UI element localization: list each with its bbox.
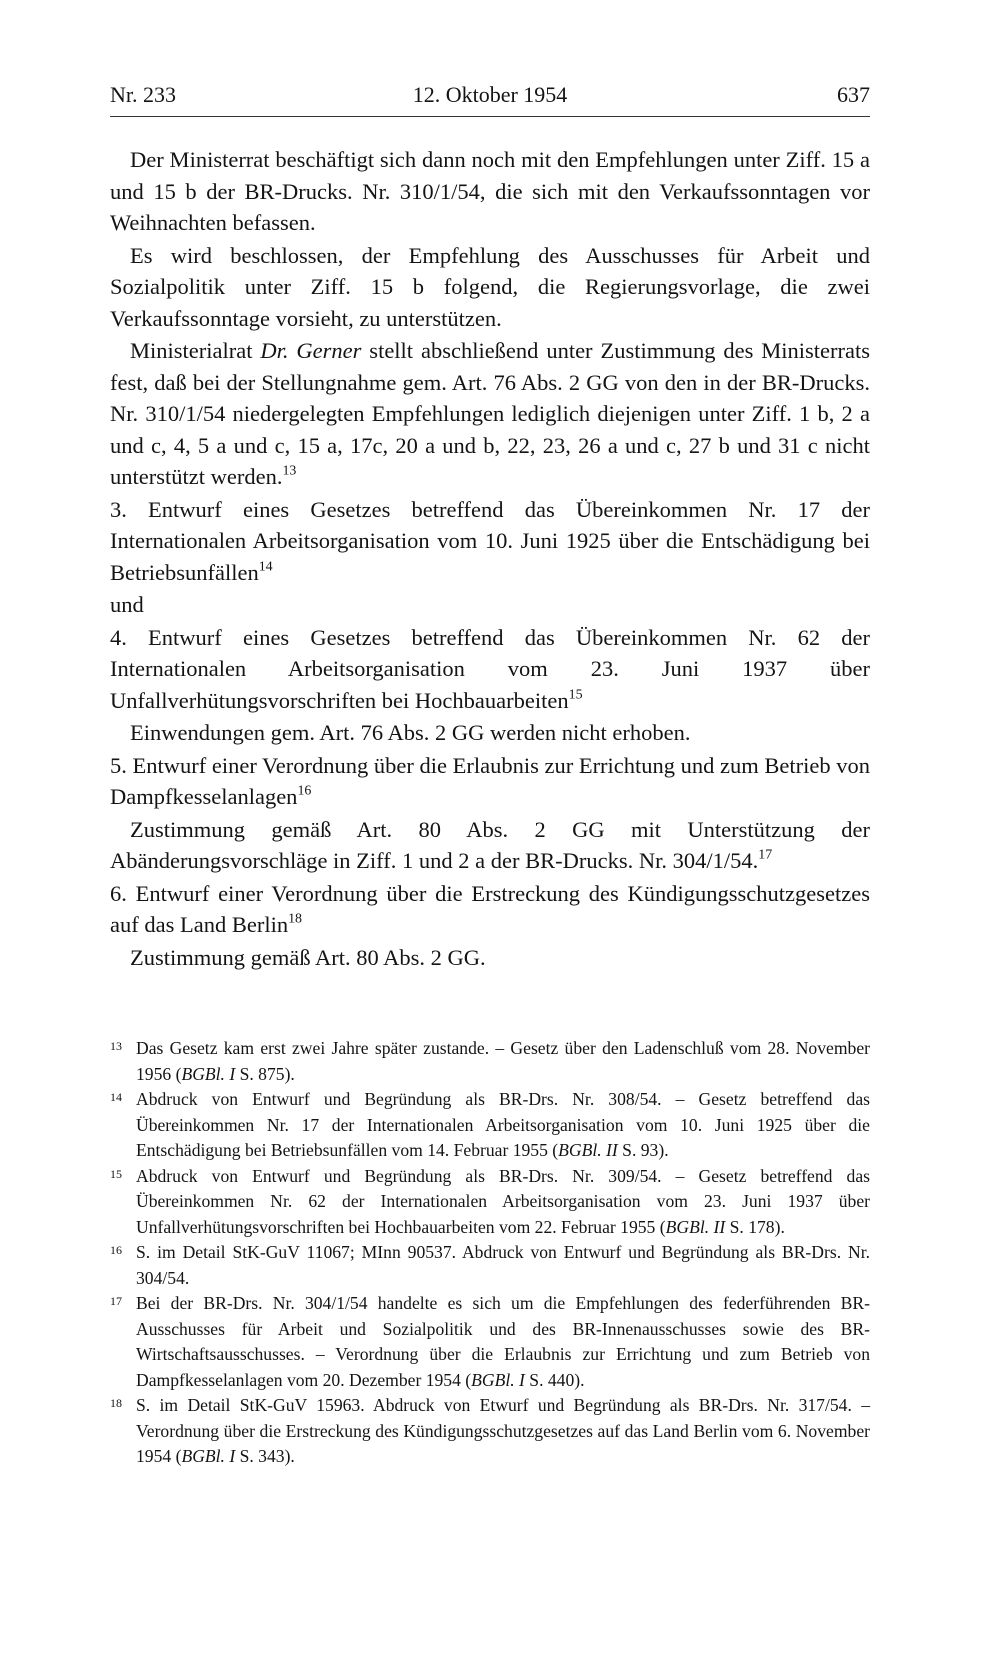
paragraph-3-text-b: stellt abschließend unter Zustimmung des Ministerrats fest, daß bei der Stellungnahme gem. Art. 76 Abs. 2 GG von den in der BR-Drucks. Nr. 310/1/54 niedergelegten Empfehlungen lediglich diejenigen unter Ziff. 1 b, 2 a und c, 4, 5 a und c, 15 a, 17c, 20 a und b, 22, 23, 26 a und c, 27 b und 31 c nicht unterstützt werden. [110, 338, 870, 489]
footnote-text: S. 343). [235, 1446, 295, 1466]
document-date: 12. Oktober 1954 [412, 82, 568, 107]
footnote-ref-17[interactable]: 17 [758, 847, 773, 863]
citation-source: BGBl. II [558, 1140, 618, 1160]
footnotes [110, 1036, 870, 1470]
footnote-text: S. 93). [617, 1140, 669, 1160]
paragraph-3 [110, 335, 870, 493]
agenda-item-4 [110, 622, 870, 717]
citation-source: BGBl. I [181, 1063, 236, 1084]
document-number: Nr. 233 [110, 82, 176, 107]
decision-5-text: Zustimmung gemäß Art. 80 Abs. 2 GG mit Unterstützung der Abänderungsvorschläge in Ziff. 1 und 2 a der BR-Drucks. Nr. 304/1/54. [110, 816, 870, 873]
footnote-text: S. im Detail StK-GuV 11067; MInn 90537. Abdruck von Entwurf und Begründung als BR-Drs. Nr. 304/54. [136, 1242, 870, 1288]
footnote-text: Abdruck von Entwurf und Begründung als BR-Drs. Nr. 308/54. – Gesetz betreffend das Übereinkommen Nr. 17 der Internationalen Arbeitsorganisation vom 10. Juni 1925 über die Entschädigung bei Betriebsunfällen vom 14. Februar 1955 ( [136, 1089, 870, 1160]
footnote-13 [110, 1036, 870, 1087]
footnote-ref-13[interactable]: 13 [282, 463, 297, 479]
agenda-item-3 [110, 494, 870, 589]
footnote-text: S. 440). [524, 1369, 585, 1390]
footnote-18 [110, 1393, 870, 1470]
footnote-number: 14 [110, 1090, 122, 1104]
agenda-item-3-text: 3. Entwurf eines Gesetzes betreffend das Übereinkommen Nr. 17 der Internationalen Arbeitsorganisation vom 10. Juni 1925 über die Entschädigung bei Betriebsunfällen [110, 496, 870, 585]
person-name: Dr. Gerner [260, 338, 362, 363]
footnote-text: S. 178). [725, 1216, 785, 1237]
citation-source: BGBl. II [665, 1216, 726, 1237]
footnote-text: Abdruck von Entwurf und Begründung als BR-Drs. Nr. 309/54. – Gesetz betreffend das Übereinkommen Nr. 62 der Internationalen Arbeitsorganisation vom 23. Juni 1937 über Unfallverhütungsvorschriften bei Hochbauarbeiten vom 22. Februar 1955 ( [136, 1165, 870, 1237]
footnote-number: 17 [110, 1294, 122, 1308]
footnote-ref-15[interactable]: 15 [568, 686, 583, 702]
footnote-number: 15 [110, 1166, 122, 1181]
agenda-item-6-text: 6. Entwurf einer Verordnung über die Erstreckung des Kündigungsschutzgesetzes auf das Land Berlin [110, 880, 870, 937]
footnote-number: 16 [110, 1243, 122, 1257]
agenda-item-5 [110, 750, 870, 813]
footnote-ref-14[interactable]: 14 [258, 558, 273, 574]
footnote-number: 13 [110, 1039, 122, 1053]
footnote-15 [110, 1164, 870, 1241]
footnote-number: 18 [110, 1396, 122, 1410]
footnote-16 [110, 1240, 870, 1291]
paragraph-2: Es wird beschlossen, der Empfehlung des Ausschusses für Arbeit und Sozialpolitik unter Ziff. 15 b folgend, die Regierungsvorlage, die zwei Verkaufssonntage vorsieht, zu unterstützen. [110, 242, 870, 331]
decision-6: Zustimmung gemäß Art. 80 Abs. 2 GG. [130, 944, 486, 970]
citation-source: BGBl. I [181, 1446, 236, 1466]
footnote-ref-16[interactable]: 16 [297, 783, 312, 799]
agenda-item-6 [110, 878, 870, 941]
footnote-text: Bei der BR-Drs. Nr. 304/1/54 handelte es sich um die Empfehlungen des federführenden BR-Ausschusses für Arbeit und Sozialpolitik und des BR-Innenausschusses sowie des BR-Wirtschaftsausschusses. – Verordnung über die Erlaubnis zur Errichtung und zum Betrieb von Dampfkesselanlagen vom 20. Dezember 1954 ( [136, 1293, 870, 1390]
paragraph-1: Der Ministerrat beschäftigt sich dann noch mit den Empfehlungen unter Ziff. 15 a und 15 b der BR-Drucks. Nr. 310/1/54, die sich mit den Verkaufssonntagen vor Weihnachten befassen. [110, 147, 870, 235]
footnote-text: Das Gesetz kam erst zwei Jahre später zustande. – Gesetz über den Ladenschluß vom 28. November 1956 ( [136, 1038, 870, 1084]
footnote-14 [110, 1087, 870, 1164]
running-header [110, 82, 870, 117]
decision-5 [110, 814, 870, 877]
footnote-ref-18[interactable]: 18 [288, 911, 303, 927]
footnote-text: S. 875). [235, 1063, 295, 1084]
citation-source: BGBl. I [471, 1369, 525, 1390]
page-number: 637 [837, 82, 870, 107]
agenda-item-4-text: 4. Entwurf eines Gesetzes betreffend das Übereinkommen Nr. 62 der Internationalen Arbeitsorganisation vom 23. Juni 1937 über Unfallverhütungsvorschriften bei Hochbauarbeiten [110, 624, 870, 713]
main-text [110, 144, 870, 974]
footnote-text: S. im Detail StK-GuV 15963. Abdruck von Etwurf und Begründung als BR-Drs. Nr. 317/54. – Verordnung über die Erstreckung des Kündigungsschutzgesetzes auf das Land Berlin vom 6. November 1954 ( [136, 1395, 870, 1466]
paragraph-3-text-a: Ministerialrat [130, 338, 261, 363]
footnote-17 [110, 1291, 870, 1393]
conjunction: und [110, 592, 144, 617]
agenda-item-5-text: 5. Entwurf einer Verordnung über die Erlaubnis zur Errichtung und zum Betrieb von Dampfkesselanlagen [110, 752, 871, 809]
decision-3-4: Einwendungen gem. Art. 76 Abs. 2 GG werden nicht erhoben. [130, 720, 691, 745]
